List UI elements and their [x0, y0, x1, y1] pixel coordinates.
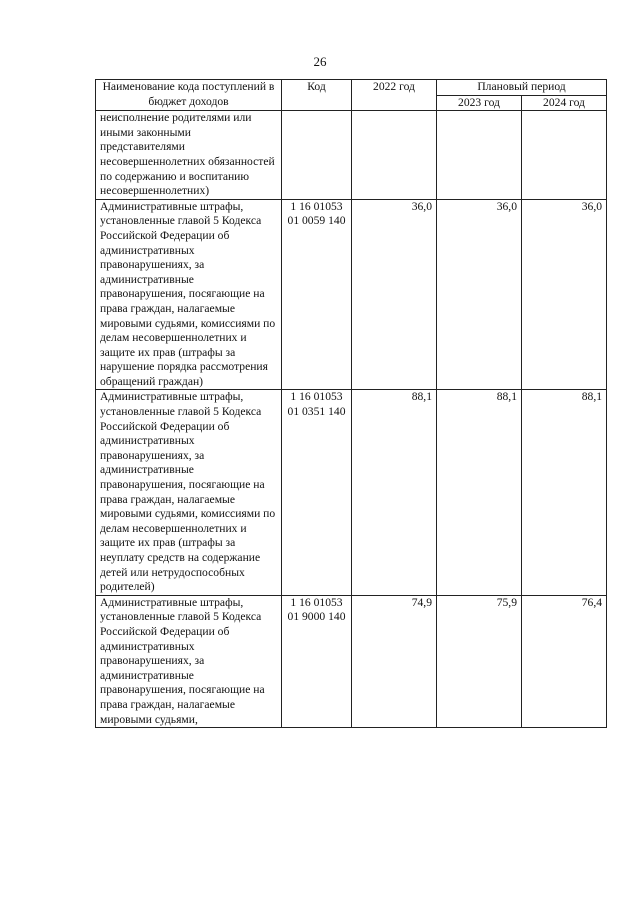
header-2023: 2023 год [437, 95, 522, 111]
row-value-2022: 74,9 [352, 595, 437, 727]
row-value-2022: 88,1 [352, 390, 437, 595]
table-row [96, 390, 607, 595]
table-row [96, 595, 607, 727]
header-2022: 2022 год [352, 80, 437, 111]
page-number: 26 [313, 54, 327, 69]
row-value-2022: 36,0 [352, 199, 437, 390]
row-code: 1 16 01053 01 9000 140 [282, 595, 352, 727]
row-value-2023: 75,9 [437, 595, 522, 727]
header-name: Наименование кода поступлений в бюджет доходов [96, 80, 282, 111]
header-plan-period: Плановый период [437, 80, 607, 96]
row-code: 1 16 01053 01 0351 140 [282, 390, 352, 595]
row-value-2023 [437, 111, 522, 200]
row-value-2024: 36,0 [522, 199, 607, 390]
row-value-2024: 88,1 [522, 390, 607, 595]
table-row [96, 111, 607, 200]
revenue-table [95, 79, 607, 728]
row-code: 1 16 01053 01 0059 140 [282, 199, 352, 390]
row-name: Административные штрафы, установленные главой 5 Кодекса Российской Федерации об административных правонарушениях, за административные правонарушения, посягающие на права граждан, налагаемые мировыми судьями, комиссиями по делам несовершеннолетних и защите их прав (штрафы за неуплату средств на содержание детей или нетрудоспособных родителей) [96, 390, 282, 595]
row-name: Административные штрафы, установленные главой 5 Кодекса Российской Федерации об административных правонарушениях, за административные правонарушения, посягающие на права граждан, налагаемые мировыми судьями, [96, 595, 282, 727]
table-row [96, 199, 607, 390]
row-value-2023: 88,1 [437, 390, 522, 595]
header-2024: 2024 год [522, 95, 607, 111]
row-value-2024: 76,4 [522, 595, 607, 727]
row-value-2022 [352, 111, 437, 200]
row-name: Административные штрафы, установленные главой 5 Кодекса Российской Федерации об административных правонарушениях, за административные правонарушения, посягающие на права граждан, налагаемые мировыми судьями, комиссиями по делам несовершеннолетних и защите их прав (штрафы за нарушение порядка рассмотрения обращений граждан) [96, 199, 282, 390]
row-code [282, 111, 352, 200]
row-name: неисполнение родителями или иными законными представителями несовершеннолетних обязанностей по содержанию и воспитанию несовершеннолетних) [96, 111, 282, 200]
row-value-2024 [522, 111, 607, 200]
header-code: Код [282, 80, 352, 111]
table-header-row [96, 80, 607, 96]
row-value-2023: 36,0 [437, 199, 522, 390]
